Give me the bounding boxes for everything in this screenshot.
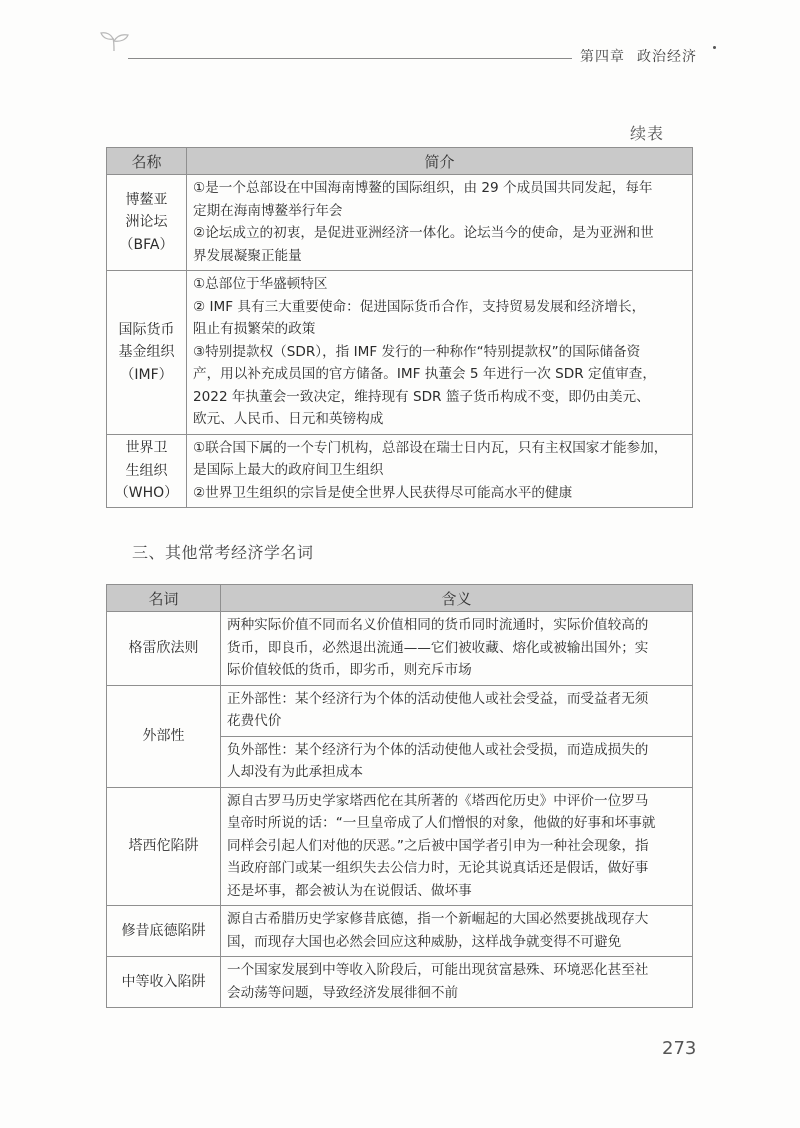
desc-line: 源自古希腊历史学家修昔底德，指一个新崛起的大国必然要挑战现存大	[227, 911, 649, 927]
desc-line: 欧元、人民币、日元和英镑构成	[193, 411, 384, 427]
desc-line: 负外部性：某个经济行为个体的活动使他人或社会受损，而造成损失的	[227, 741, 649, 758]
table-row	[107, 434, 693, 508]
desc-line: 源自古罗马历史学家塔西佗在其所著的《塔西佗历史》中评价一位罗马	[227, 792, 649, 809]
desc-line: 正外部性：某个经济行为个体的活动使他人或社会受益，而受益者无须	[227, 690, 649, 707]
speck	[713, 46, 716, 49]
org-description	[187, 271, 693, 435]
desc-line: 际价值较低的货币，即劣币，则充斥市场	[227, 662, 472, 678]
table-row	[107, 685, 693, 736]
continued-label: 续表	[630, 124, 665, 143]
desc-line: ①总部位于华盛顿特区	[193, 276, 328, 292]
desc-line: 定期在海南博鳌举行年会	[193, 202, 343, 219]
desc-line: 花费代价	[227, 713, 282, 729]
desc-line: 2022 年执董会一致决定，维持现有 SDR 篮子货币构成不变，即仍由美元、	[193, 388, 650, 405]
desc-line: ② IMF 具有三大重要使命：促进国际货币合作，支持贸易发展和经济增长，	[193, 298, 646, 315]
name-line: （BFA）	[119, 236, 174, 253]
chapter-label: 第四章	[580, 49, 625, 65]
desc-line: 阻止有损繁荣的政策	[193, 321, 316, 337]
table-row	[107, 175, 693, 271]
org-description	[187, 175, 693, 271]
term-definition	[221, 612, 693, 686]
column-header: 名词	[107, 585, 221, 612]
organizations-table	[106, 147, 693, 508]
column-header: 名称	[107, 148, 187, 175]
term-definition	[221, 957, 693, 1008]
term-definition	[221, 685, 693, 736]
column-header: 含义	[221, 585, 693, 612]
name-line: 博鳌亚	[125, 191, 168, 208]
term-name: 塔西佗陷阱	[107, 787, 221, 906]
desc-line: ②论坛成立的初衷，是促进亚洲经济一体化。论坛当今的使命，是为亚洲和世	[193, 225, 654, 241]
desc-line: 当政府部门或某一组织失去公信力时，无论其说真话还是假话，做好事	[227, 860, 649, 876]
desc-line: 货币，即良币，必然退出流通——它们被收藏、熔化或被输出国外；实	[227, 639, 649, 656]
term-definition	[221, 736, 693, 787]
name-line: 国际货币	[118, 321, 175, 338]
org-name	[107, 175, 187, 271]
table-row	[107, 787, 693, 906]
desc-line: ②世界卫生组织的宗旨是使全世界人民获得尽可能高水平的健康	[193, 484, 573, 501]
org-name	[107, 434, 187, 508]
name-line: 世界卫	[125, 440, 168, 456]
page-number: 273	[662, 1038, 697, 1059]
org-name	[107, 271, 187, 435]
sprout-icon	[98, 30, 132, 52]
term-name: 中等收入陷阱	[107, 957, 221, 1008]
table-header-row	[107, 585, 693, 612]
desc-line: ③特别提款权（SDR），指 IMF 发行的一种称作“特别提款权”的国际储备资	[193, 343, 641, 360]
desc-line: 会动荡等问题，导致经济发展徘徊不前	[227, 984, 459, 1001]
header-rule	[128, 58, 572, 59]
section-label: 政治经济	[637, 49, 697, 65]
desc-line: 一个国家发展到中等收入阶段后，可能出现贫富悬殊、环境恶化甚至社	[227, 962, 649, 978]
table-row	[107, 906, 693, 957]
economic-terms-table	[106, 584, 693, 1008]
term-name: 格雷欣法则	[107, 612, 221, 686]
name-line: （IMF）	[120, 366, 173, 383]
desc-line: 国，而现存大国也必然会回应这种威胁，这样战争就变得不可避免	[227, 933, 622, 950]
term-name: 修昔底德陷阱	[107, 906, 221, 957]
table-header-row	[107, 148, 693, 175]
term-definition	[221, 906, 693, 957]
desc-line: 同样会引起人们对他的厌恶。”之后被中国学者引申为一种社会现象，指	[227, 837, 649, 854]
desc-line: ①是一个总部设在中国海南博鳌的国际组织，由 29 个成员国共同发起，每年	[193, 180, 653, 196]
desc-line: 是国际上最大的政府间卫生组织	[193, 462, 384, 478]
term-definition	[221, 787, 693, 906]
table-row	[107, 957, 693, 1008]
desc-line: 两种实际价值不同而名义价值相同的货币同时流通时，实际价值较高的	[227, 617, 649, 633]
running-header	[580, 46, 697, 66]
column-header: 简介	[187, 148, 693, 175]
desc-line: 产，用以补充成员国的官方储备。IMF 执董会 5 年进行一次 SDR 定值审查，	[193, 366, 656, 382]
org-description	[187, 434, 693, 508]
table-row	[107, 612, 693, 686]
table-row	[107, 271, 693, 435]
name-line: 生组织	[125, 462, 168, 479]
desc-line: 界发展凝聚正能量	[193, 247, 302, 264]
desc-line: 人却没有为此承担成本	[227, 764, 363, 780]
desc-line: ①联合国下属的一个专门机构，总部设在瑞士日内瓦，只有主权国家才能参加，	[193, 439, 668, 456]
name-line: （WHO）	[114, 485, 179, 501]
term-name: 外部性	[107, 685, 221, 787]
section-title: 三、其他常考经济学名词	[132, 543, 314, 562]
name-line: 基金组织	[118, 344, 175, 360]
name-line: 洲论坛	[125, 214, 168, 231]
desc-line: 皇帝时所说的话：“一旦皇帝成了人们憎恨的对象，他做的好事和坏事就	[227, 815, 656, 831]
desc-line: 还是坏事，都会被认为在说假话、做坏事	[227, 882, 472, 899]
